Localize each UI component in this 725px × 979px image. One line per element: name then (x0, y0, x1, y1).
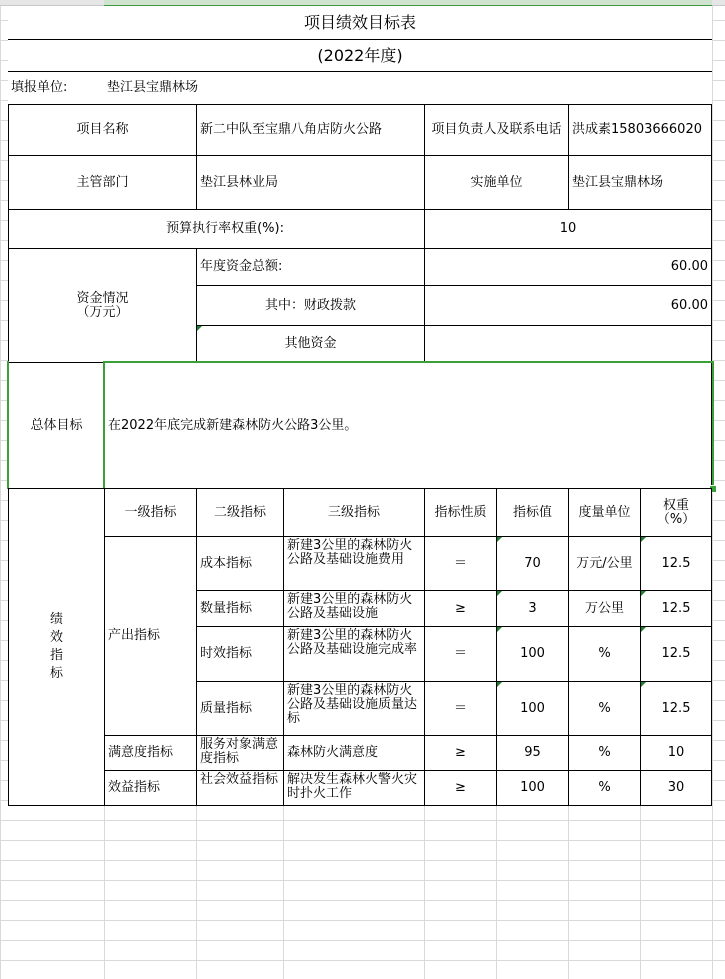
level1-output: 产出指标 (104, 536, 197, 736)
reporting-unit-label: 填报单位: (8, 72, 104, 104)
col-header-level2: 二级指标 (196, 488, 284, 537)
year-label: (2022年度) (8, 40, 712, 72)
funds-other-label: 其他资金 (196, 325, 425, 363)
indicator-unit: % (568, 626, 641, 682)
indicator-level3: 新建3公里的森林防火公路及基础设施质量达标 (283, 681, 425, 736)
dept-label: 主管部门 (8, 155, 197, 210)
comment-marker-icon (497, 682, 502, 687)
indicators-label: 绩效指标 (8, 488, 105, 806)
indicator-level2: 社会效益指标 (196, 770, 284, 806)
indicator-unit: % (568, 770, 641, 806)
indicator-nature: ≥ (424, 770, 497, 806)
comment-marker-icon (641, 627, 646, 632)
goal-text[interactable]: 在2022年底完成新建森林防火公路3公里。 (104, 362, 712, 489)
indicator-level2: 质量指标 (196, 681, 284, 736)
indicator-weight[interactable]: 12.5 (640, 590, 712, 627)
indicator-level3: 新建3公里的森林防火公路及基础设施完成率 (283, 626, 425, 682)
indicator-level2: 数量指标 (196, 590, 284, 627)
indicator-level2: 时效指标 (196, 626, 284, 682)
budget-weight-value[interactable]: 10 (424, 209, 712, 249)
reporting-unit-value[interactable]: 垫江县宝鼎林场 (104, 72, 712, 104)
indicator-nature: ＝ (424, 681, 497, 736)
indicator-level3: 新建3公里的森林防火公路及基础设施 (283, 590, 425, 627)
indicator-unit: 万公里 (568, 590, 641, 627)
indicator-weight[interactable]: 30 (640, 770, 712, 806)
project-name-value[interactable]: 新二中队至宝鼎八角店防火公路 (196, 104, 425, 156)
funds-total-value[interactable]: 60.00 (424, 248, 712, 286)
comment-marker-icon (641, 537, 646, 542)
funds-fiscal-label: 其中：财政拨款 (196, 285, 425, 326)
indicator-unit: 万元/公里 (568, 536, 641, 591)
comment-marker-icon (641, 682, 646, 687)
goal-label: 总体目标 (8, 362, 105, 489)
col-header-nature: 指标性质 (424, 488, 497, 537)
impl-label: 实施单位 (424, 155, 569, 210)
funds-fiscal-value[interactable]: 60.00 (424, 285, 712, 326)
indicator-weight[interactable]: 12.5 (640, 536, 712, 591)
indicator-level3: 新建3公里的森林防火公路及基础设施费用 (283, 536, 425, 591)
col-header-value: 指标值 (496, 488, 569, 537)
level1-satisfaction: 满意度指标 (104, 735, 197, 771)
col-header-level1: 一级指标 (104, 488, 197, 537)
comment-marker-icon (497, 627, 502, 632)
indicator-weight[interactable]: 12.5 (640, 626, 712, 682)
project-name-label: 项目名称 (8, 104, 197, 156)
indicator-weight[interactable]: 12.5 (640, 681, 712, 736)
comment-marker-icon (641, 591, 646, 596)
indicator-value[interactable]: 3 (496, 590, 569, 627)
indicator-unit: % (568, 681, 641, 736)
funds-other-value[interactable] (424, 325, 712, 363)
budget-weight-label: 预算执行率权重(%): (8, 209, 425, 249)
comment-marker-icon (497, 537, 502, 542)
indicator-nature: ＝ (424, 626, 497, 682)
contact-value[interactable]: 洪成素15803666020 (568, 104, 712, 156)
impl-value[interactable]: 垫江县宝鼎林场 (568, 155, 712, 210)
comment-marker-icon (197, 326, 202, 331)
indicator-unit: % (568, 735, 641, 771)
dept-value[interactable]: 垫江县林业局 (196, 155, 425, 210)
indicator-value[interactable]: 70 (496, 536, 569, 591)
indicator-value[interactable]: 100 (496, 770, 569, 806)
indicator-nature: ≥ (424, 590, 497, 627)
contact-label: 项目负责人及联系电话 (424, 104, 569, 156)
indicator-level3: 解决发生森林火警火灾时扑火工作 (283, 770, 425, 806)
indicator-value[interactable]: 100 (496, 626, 569, 682)
col-header-level3: 三级指标 (283, 488, 425, 537)
funds-total-label: 年度资金总额: (196, 248, 425, 286)
col-header-unit: 度量单位 (568, 488, 641, 537)
indicator-nature: ＝ (424, 536, 497, 591)
page-title: 项目绩效目标表 (8, 6, 712, 40)
selection-edge (7, 361, 9, 489)
level1-benefit: 效益指标 (104, 770, 197, 806)
indicator-level3: 森林防火满意度 (283, 735, 425, 771)
indicator-level2: 服务对象满意度指标 (196, 735, 284, 771)
indicator-value[interactable]: 100 (496, 681, 569, 736)
indicator-level2: 成本指标 (196, 536, 284, 591)
indicator-weight[interactable]: 10 (640, 735, 712, 771)
col-header-weight: 权重（%） (640, 488, 712, 537)
funds-label: 资金情况（万元） (8, 248, 197, 363)
comment-marker-icon (497, 591, 502, 596)
indicator-value[interactable]: 95 (496, 735, 569, 771)
indicator-nature: ≥ (424, 735, 497, 771)
